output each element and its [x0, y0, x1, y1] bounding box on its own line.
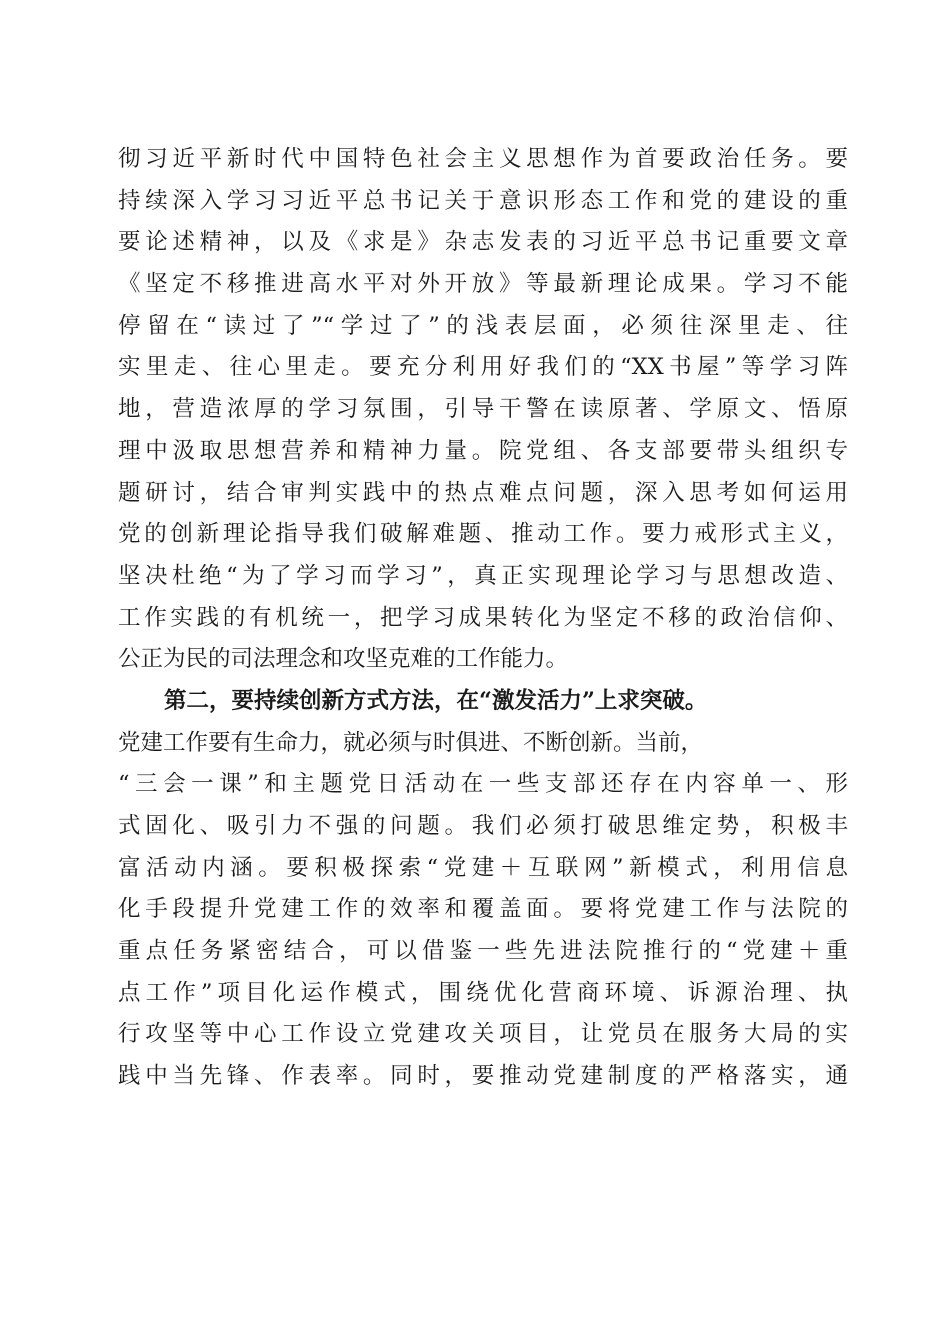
paragraph-1-line: 理中汲取思想营养和精神力量。院党组、各支部要带头组织专	[118, 437, 848, 464]
paragraph-1-line: 地，营造浓厚的学习氛围，引导干警在读原著、学原文、悟原	[118, 396, 848, 423]
paragraph-2-line: 富活动内涵。要积极探索“党建＋互联网”新模式，利用信息	[118, 854, 848, 881]
paragraph-1-line: 工作实践的有机统一，把学习成果转化为坚定不移的政治信仰、	[118, 604, 848, 631]
paragraph-1-line: 党的创新理论指导我们破解难题、推动工作。要力戒形式主义，	[118, 521, 848, 548]
paragraph-2-line: 党建工作要有生命力，就必须与时俱进、不断创新。当前，	[118, 729, 704, 756]
paragraph-2-line: 重点任务紧密结合，可以借鉴一些先进法院推行的“党建＋重	[118, 938, 848, 965]
paragraph-1	[118, 139, 848, 681]
paragraph-2-line: 践中当先锋、作表率。同时，要推动党建制度的严格落实，通	[118, 1063, 848, 1090]
paragraph-2-line: “三会一课”和主题党日活动在一些支部还存在内容单一、形	[118, 771, 848, 798]
paragraph-2-line: 点工作”项目化运作模式，围绕优化营商环境、诉源治理、执	[118, 979, 848, 1006]
paragraph-1-line: 彻习近平新时代中国特色社会主义思想作为首要政治任务。要	[118, 146, 848, 172]
paragraph-1-line: 持续深入学习习近平总书记关于意识形态工作和党的建设的重	[118, 187, 848, 214]
paragraph-2-line: 化手段提升党建工作的效率和覆盖面。要将党建工作与法院的	[118, 896, 848, 923]
section-heading: 第二，要持续创新方式方法，在“激发活力”上求突破。	[164, 687, 708, 714]
paragraph-1-line: 《坚定不移推进高水平对外开放》等最新理论成果。学习不能	[118, 271, 848, 298]
paragraph-1-line: 停留在“读过了”“学过了”的浅表层面，必须往深里走、往	[118, 312, 848, 339]
paragraph-1-line: 坚决杜绝“为了学习而学习”，真正实现理论学习与思想改造、	[118, 562, 848, 589]
paragraph-1-last-line: 公正为民的司法理念和攻坚克难的工作能力。	[118, 646, 569, 673]
paragraph-1-line: 题研讨，结合审判实践中的热点难点问题，深入思考如何运用	[118, 479, 848, 506]
paragraph-1-line: 要论述精神，以及《求是》杂志发表的习近平总书记重要文章	[118, 229, 848, 256]
paragraph-2-line: 式固化、吸引力不强的问题。我们必须打破思维定势，积极丰	[118, 813, 848, 839]
paragraph-2	[118, 681, 848, 1098]
document-body	[118, 139, 848, 1098]
paragraph-1-line: 实里走、往心里走。要充分利用好我们的“XX书屋”等学习阵	[118, 354, 848, 381]
paragraph-2-line: 行攻坚等中心工作设立党建攻关项目，让党员在服务大局的实	[118, 1021, 848, 1048]
